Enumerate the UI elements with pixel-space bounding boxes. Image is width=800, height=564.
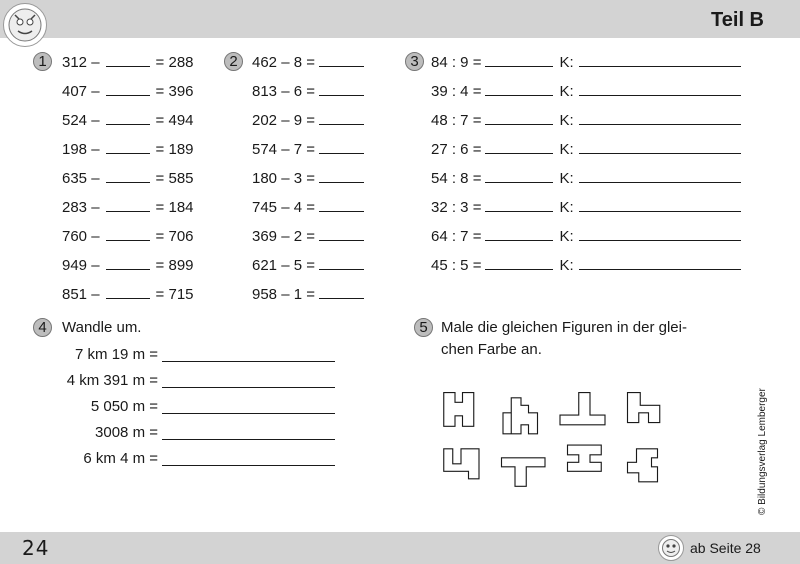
- subtraction-row: [252, 227, 364, 247]
- subtraction-row: [62, 111, 194, 131]
- answer-blank[interactable]: [319, 228, 364, 241]
- mascot-logo-icon: [3, 3, 47, 47]
- minuend: 851 –: [62, 286, 100, 303]
- subtraction-row: [62, 140, 194, 160]
- check-blank[interactable]: [579, 141, 741, 154]
- minuend: 949 –: [62, 257, 100, 274]
- answer-blank[interactable]: [106, 54, 150, 67]
- conversion-row: [0, 345, 340, 365]
- exercise-3-badge: 3: [405, 52, 424, 71]
- quantity: 4 km 391 m =: [66, 372, 158, 389]
- exercise-5-text-line2: chen Farbe an.: [441, 341, 542, 358]
- subtraction-row: [62, 256, 194, 276]
- minuend: 760 –: [62, 228, 100, 245]
- subtraction-row: [252, 169, 364, 189]
- equation: 84 : 9 =: [431, 54, 482, 71]
- result: = 184: [155, 199, 194, 216]
- answer-blank[interactable]: [485, 228, 553, 241]
- answer-blank[interactable]: [106, 112, 150, 125]
- conversion-row: [0, 449, 340, 469]
- subtraction-row: [252, 198, 364, 218]
- result: = 715: [155, 286, 194, 303]
- check-label: K:: [559, 228, 574, 245]
- check-label: K:: [559, 54, 574, 71]
- minuend: 283 –: [62, 199, 100, 216]
- equation: 180 – 3 =: [252, 170, 315, 187]
- check-label: K:: [559, 257, 574, 274]
- answer-blank[interactable]: [162, 401, 335, 414]
- result: = 706: [155, 228, 194, 245]
- division-row: [431, 198, 741, 218]
- minuend: 635 –: [62, 170, 100, 187]
- subtraction-row: [252, 53, 364, 73]
- answer-blank[interactable]: [319, 286, 364, 299]
- answer-blank[interactable]: [319, 199, 364, 212]
- check-label: K:: [559, 170, 574, 187]
- subtraction-row: [62, 285, 194, 305]
- division-row: [431, 140, 741, 160]
- conversion-row: [0, 397, 340, 417]
- minuend: 198 –: [62, 141, 100, 158]
- quantity: 5 050 m =: [90, 398, 158, 415]
- check-blank[interactable]: [579, 257, 741, 270]
- equation: 621 – 5 =: [252, 257, 315, 274]
- answer-blank[interactable]: [319, 54, 364, 67]
- answer-blank[interactable]: [485, 170, 553, 183]
- check-blank[interactable]: [579, 228, 741, 241]
- check-label: K:: [559, 83, 574, 100]
- subtraction-row: [62, 169, 194, 189]
- figure-i-shape: [568, 445, 602, 471]
- equation: 202 – 9 =: [252, 112, 315, 129]
- answer-blank[interactable]: [319, 141, 364, 154]
- result: = 189: [155, 141, 194, 158]
- check-label: K:: [559, 141, 574, 158]
- exercise-2-badge: 2: [224, 52, 243, 71]
- answer-blank[interactable]: [162, 375, 335, 388]
- minuend: 407 –: [62, 83, 100, 100]
- copyright-note: © Bildungsverlag Lemberger: [757, 388, 768, 515]
- figure-u-shape: [444, 449, 479, 479]
- answer-blank[interactable]: [106, 170, 150, 183]
- answer-blank[interactable]: [319, 170, 364, 183]
- answer-blank[interactable]: [106, 228, 150, 241]
- subtraction-row: [62, 198, 194, 218]
- answer-blank[interactable]: [106, 199, 150, 212]
- equation: 39 : 4 =: [431, 83, 482, 100]
- result: = 494: [155, 112, 194, 129]
- result: = 288: [155, 54, 194, 71]
- result: = 899: [155, 257, 194, 274]
- page-title: Teil B: [711, 9, 764, 31]
- check-label: K:: [559, 199, 574, 216]
- equation: 64 : 7 =: [431, 228, 482, 245]
- equation: 462 – 8 =: [252, 54, 315, 71]
- figure-tower-shape: [503, 398, 538, 434]
- header-bar: [0, 0, 800, 38]
- subtraction-row: [62, 227, 194, 247]
- figure-seat-shape: [628, 393, 660, 423]
- conversion-row: [0, 371, 340, 391]
- figure-t-shape: [502, 458, 546, 487]
- equation: 27 : 6 =: [431, 141, 482, 158]
- check-blank[interactable]: [579, 199, 741, 212]
- equation: 54 : 8 =: [431, 170, 482, 187]
- answer-blank[interactable]: [162, 349, 335, 362]
- division-row: [431, 82, 741, 102]
- answer-blank[interactable]: [485, 257, 553, 270]
- subtraction-row: [252, 285, 364, 305]
- mascot-small-icon: [658, 535, 684, 561]
- answer-blank[interactable]: [485, 54, 553, 67]
- division-row: [431, 111, 741, 131]
- subtraction-row: [252, 111, 364, 131]
- equation: 48 : 7 =: [431, 112, 482, 129]
- equation: 32 : 3 =: [431, 199, 482, 216]
- answer-blank[interactable]: [485, 199, 553, 212]
- conversion-row: [0, 423, 340, 443]
- answer-blank[interactable]: [162, 427, 335, 440]
- subtraction-row: [62, 82, 194, 102]
- subtraction-row: [252, 256, 364, 276]
- division-row: [431, 53, 741, 73]
- page-number: 24: [22, 536, 50, 560]
- equation: 813 – 6 =: [252, 83, 315, 100]
- minuend: 312 –: [62, 54, 100, 71]
- subtraction-row: [252, 140, 364, 160]
- result: = 585: [155, 170, 194, 187]
- check-label: K:: [559, 112, 574, 129]
- figures-panel: [440, 370, 680, 520]
- result: = 396: [155, 83, 194, 100]
- answer-blank[interactable]: [485, 141, 553, 154]
- page-reference: ab Seite 28: [690, 540, 761, 556]
- exercise-4-badge: 4: [33, 318, 52, 337]
- subtraction-row: [252, 82, 364, 102]
- figure-l-shape: [560, 393, 605, 425]
- equation: 958 – 1 =: [252, 286, 315, 303]
- answer-blank[interactable]: [106, 286, 150, 299]
- answer-blank[interactable]: [485, 112, 553, 125]
- figure-h-shape: [444, 393, 474, 427]
- answer-blank[interactable]: [319, 83, 364, 96]
- answer-blank[interactable]: [319, 257, 364, 270]
- answer-blank[interactable]: [162, 453, 335, 466]
- answer-blank[interactable]: [106, 257, 150, 270]
- equation: 574 – 7 =: [252, 141, 315, 158]
- subtraction-row: [62, 53, 194, 73]
- quantity: 7 km 19 m =: [75, 346, 158, 363]
- division-row: [431, 256, 741, 276]
- division-row: [431, 227, 741, 247]
- exercise-5-badge: 5: [414, 318, 433, 337]
- figure-z-shape: [628, 449, 658, 482]
- answer-blank[interactable]: [106, 141, 150, 154]
- exercise-5-text-line1: Male die gleichen Figuren in der glei-: [441, 319, 687, 336]
- quantity: 6 km 4 m =: [83, 450, 158, 467]
- equation: 369 – 2 =: [252, 228, 315, 245]
- answer-blank[interactable]: [485, 83, 553, 96]
- check-blank[interactable]: [579, 54, 741, 67]
- minuend: 524 –: [62, 112, 100, 129]
- check-blank[interactable]: [579, 170, 741, 183]
- equation: 745 – 4 =: [252, 199, 315, 216]
- equation: 45 : 5 =: [431, 257, 482, 274]
- exercise-1-badge: 1: [33, 52, 52, 71]
- division-row: [431, 169, 741, 189]
- quantity: 3008 m =: [95, 424, 158, 441]
- answer-blank[interactable]: [106, 83, 150, 96]
- answer-blank[interactable]: [319, 112, 364, 125]
- exercise-4-title: Wandle um.: [62, 319, 142, 336]
- check-blank[interactable]: [579, 112, 741, 125]
- check-blank[interactable]: [579, 83, 741, 96]
